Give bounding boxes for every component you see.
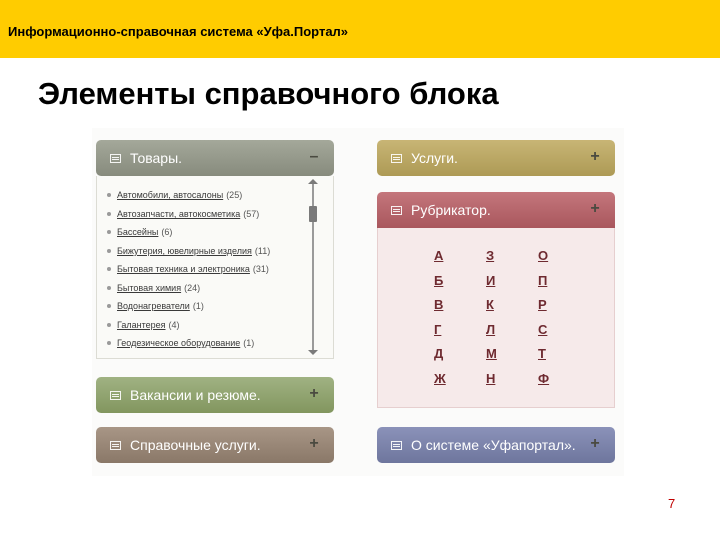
goods-item-count: (57) <box>243 208 260 219</box>
expand-icon[interactable]: + <box>590 200 600 217</box>
list-item <box>107 205 307 224</box>
header-bar <box>0 0 720 58</box>
list-icon <box>391 441 402 450</box>
rubricator-letter-link[interactable]: О <box>538 248 549 263</box>
goods-item-link[interactable]: Бытовая техника и электроника <box>117 264 250 275</box>
list-item <box>107 260 307 279</box>
panel-services-header[interactable] <box>377 140 615 176</box>
goods-item-link[interactable]: Бытовая химия <box>117 282 182 293</box>
list-icon <box>110 441 121 450</box>
header-title: Информационно-справочная система «Уфа.Портал» <box>8 24 349 39</box>
rubricator-letter-link[interactable]: И <box>486 272 496 288</box>
list-item <box>107 334 307 353</box>
rubricator-letter-link[interactable]: М <box>486 346 497 361</box>
rubricator-letter-link[interactable]: Ж <box>434 370 446 386</box>
rubricator-letter-link[interactable]: В <box>434 297 444 312</box>
goods-item-count: (6) <box>161 227 173 238</box>
bullet-icon <box>107 323 111 327</box>
list-icon <box>110 391 121 400</box>
list-item <box>107 279 307 298</box>
bullet-icon <box>107 249 111 253</box>
panel-about-header[interactable] <box>377 427 615 463</box>
bullet-icon <box>107 267 111 271</box>
rubricator-letter-link[interactable]: Ф <box>538 370 550 386</box>
rubricator-letter-link[interactable]: З <box>486 248 495 263</box>
goods-item-link[interactable]: Автозапчасти, автокосметика <box>117 208 241 219</box>
bullet-icon <box>107 286 111 290</box>
rubricator-letter-link[interactable]: Г <box>434 321 442 337</box>
rubricator-letter-link[interactable]: Б <box>434 272 444 288</box>
page-number: 7 <box>668 496 676 511</box>
goods-item-count: (25) <box>226 190 243 201</box>
list-item <box>107 316 307 335</box>
list-icon <box>391 206 402 215</box>
goods-item-count: (31) <box>252 264 269 275</box>
goods-list <box>107 186 307 353</box>
goods-item-link[interactable]: Бассейны <box>117 227 159 238</box>
rubricator-letter-link[interactable]: А <box>434 248 444 263</box>
list-item <box>107 242 307 261</box>
panel-help-services-header[interactable] <box>96 427 334 463</box>
panel-help-services-title: Справочные услуги. <box>130 437 261 453</box>
rubricator-letter-link[interactable]: Л <box>486 321 496 337</box>
panel-vacancies-header[interactable] <box>96 377 334 413</box>
bullet-icon <box>107 304 111 308</box>
bullet-icon <box>107 193 111 197</box>
list-icon <box>391 154 402 163</box>
expand-icon[interactable]: + <box>309 435 319 452</box>
collapse-icon[interactable]: – <box>309 148 319 165</box>
panel-rubricator-body <box>377 228 615 408</box>
list-item <box>107 186 307 205</box>
rubricator-letter-link[interactable]: Т <box>538 346 546 361</box>
goods-item-count: (24) <box>184 282 201 293</box>
bullet-icon <box>107 230 111 234</box>
scroll-down-icon[interactable] <box>308 350 318 355</box>
rubricator-letter-link[interactable]: К <box>486 297 494 312</box>
goods-item-count: (1) <box>192 301 204 312</box>
letter-grid <box>434 248 578 395</box>
panel-rubricator-title: Рубрикатор. <box>411 202 491 218</box>
goods-item-link[interactable]: Геодезическое оборудование <box>117 338 241 349</box>
expand-icon[interactable]: + <box>590 435 600 452</box>
goods-scrollbar[interactable] <box>310 184 316 350</box>
goods-item-link[interactable]: Бижутерия, ювелирные изделия <box>117 245 252 256</box>
goods-item-count: (1) <box>243 338 255 349</box>
goods-item-link[interactable]: Галантерея <box>117 319 166 330</box>
rubricator-letter-link[interactable]: Р <box>538 297 547 312</box>
panel-about-title: О системе «Уфапортал». <box>411 437 576 453</box>
list-item <box>107 223 307 242</box>
panel-goods-title: Товары. <box>130 150 183 166</box>
rubricator-letter-link[interactable]: Д <box>434 346 444 361</box>
panel-vacancies-title: Вакансии и резюме. <box>130 387 261 403</box>
bullet-icon <box>107 341 111 345</box>
goods-item-link[interactable]: Автомобили, автосалоны <box>117 190 224 201</box>
rubricator-letter-link[interactable]: С <box>538 321 548 337</box>
goods-item-count: (11) <box>254 245 271 256</box>
rubricator-letter-link[interactable]: Н <box>486 370 496 386</box>
panel-goods-header[interactable] <box>96 140 334 176</box>
goods-item-count: (4) <box>168 319 180 330</box>
scroll-up-icon[interactable] <box>308 179 318 184</box>
list-item <box>107 297 307 316</box>
rubricator-letter-link[interactable]: П <box>538 272 548 288</box>
panel-goods-body <box>96 176 334 359</box>
scrollbar-thumb[interactable] <box>309 206 317 222</box>
panel-rubricator-header[interactable] <box>377 192 615 228</box>
goods-item-link[interactable]: Водонагреватели <box>117 301 190 312</box>
expand-icon[interactable]: + <box>590 148 600 165</box>
slide-title: Элементы справочного блока <box>38 76 499 111</box>
expand-icon[interactable]: + <box>309 385 319 402</box>
list-icon <box>110 154 121 163</box>
bullet-icon <box>107 212 111 216</box>
panel-services-title: Услуги. <box>411 150 458 166</box>
